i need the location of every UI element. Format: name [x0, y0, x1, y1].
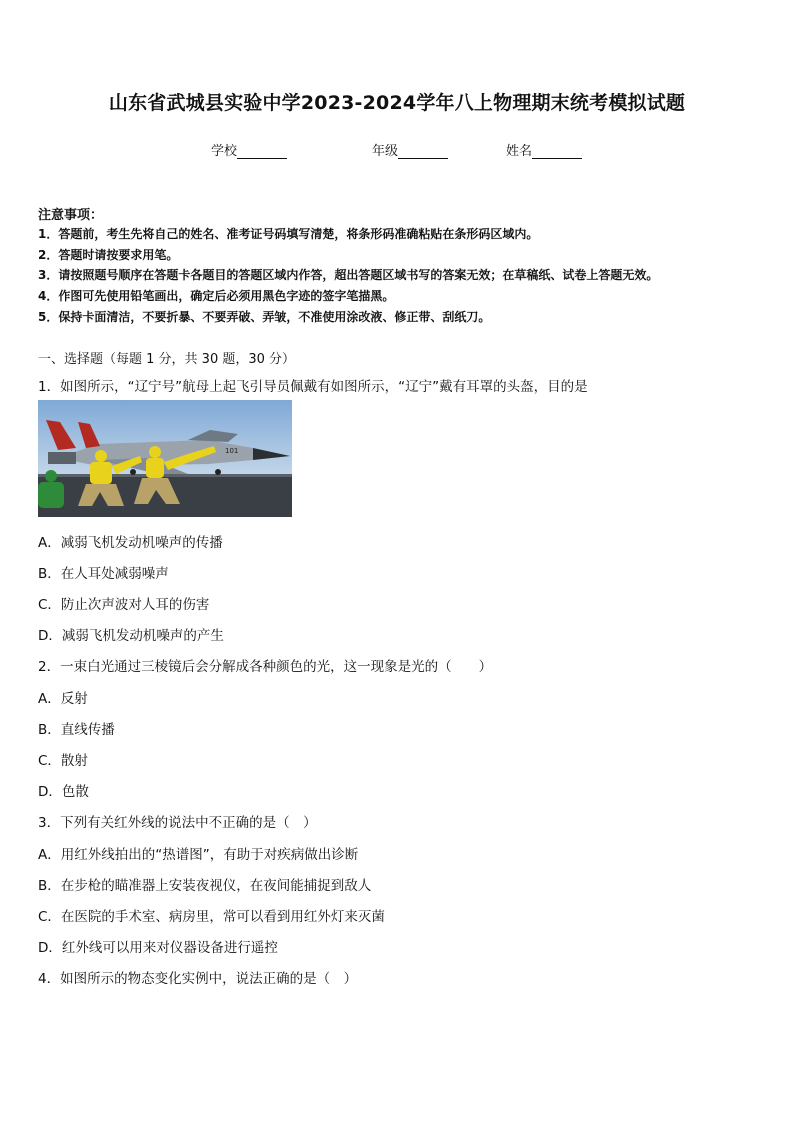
question-3-option-d[interactable]: D．红外线可以用来对仪器设备进行遥控	[38, 940, 278, 956]
school-blank[interactable]	[237, 145, 287, 159]
note-item: 5．保持卡面清洁，不要折暴、不要弄破、弄皱，不准使用涂改液、修正带、刮纸刀。	[38, 310, 491, 324]
question-2-option-c[interactable]: C．散射	[38, 753, 88, 769]
question-3-option-b[interactable]: B．在步枪的瞄准器上安装夜视仪，在夜间能捕捉到敌人	[38, 878, 372, 894]
question-2-stem: 2．一束白光通过三棱镜后会分解成各种颜色的光，这一现象是光的（ ）	[38, 659, 493, 675]
grade-blank[interactable]	[398, 145, 448, 159]
school-label: 学校	[211, 144, 238, 159]
carrier-jet-photo	[38, 400, 292, 517]
section-heading: 一、选择题（每题 1 分，共 30 题，30 分）	[38, 352, 296, 367]
notes-heading: 注意事项：	[38, 208, 104, 223]
note-item: 4．作图可先使用铅笔画出，确定后必须用黑色字迹的签字笔描黑。	[38, 289, 395, 303]
note-item: 3．请按照题号顺序在答题卡各题目的答题区域内作答，超出答题区域书写的答案无效；在草稿纸、试卷上答题无效。	[38, 268, 659, 282]
jet-number: 101	[225, 447, 239, 455]
grade-label: 年级	[372, 144, 399, 159]
name-blank[interactable]	[532, 145, 582, 159]
question-2-option-a[interactable]: A．反射	[38, 691, 88, 707]
question-3-option-c[interactable]: C．在医院的手术室、病房里，常可以看到用红外灯来灭菌	[38, 909, 385, 925]
note-item: 1．答题前，考生先将自己的姓名、准考证号码填写清楚，将条形码准确粘贴在条形码区域内。	[38, 227, 539, 241]
question-2-option-d[interactable]: D．色散	[38, 784, 89, 800]
question-1-option-a[interactable]: A．减弱飞机发动机噪声的传播	[38, 535, 223, 551]
question-1-option-b[interactable]: B．在人耳处减弱噪声	[38, 566, 169, 582]
question-3-option-a[interactable]: A．用红外线拍出的“热谱图”，有助于对疾病做出诊断	[38, 847, 359, 863]
question-1-option-d[interactable]: D．减弱飞机发动机噪声的产生	[38, 628, 224, 644]
question-4-stem: 4．如图所示的物态变化实例中，说法正确的是（ ）	[38, 971, 358, 987]
name-label: 姓名	[506, 144, 533, 159]
question-2-option-b[interactable]: B．直线传播	[38, 722, 115, 738]
question-1-stem: 1．如图所示，“辽宁号”航母上起飞引导员佩戴有如图所示，“辽宁”戴有耳罩的头盔，目的是	[38, 379, 588, 395]
name-field	[506, 140, 582, 159]
school-field	[211, 140, 287, 159]
grade-field	[372, 140, 448, 159]
note-item: 2．答题时请按要求用笔。	[38, 248, 179, 262]
question-3-stem: 3．下列有关红外线的说法中不正确的是（ ）	[38, 815, 317, 831]
question-1-option-c[interactable]: C．防止次声波对人耳的伤害	[38, 597, 210, 613]
page-title: 山东省武城县实验中学2023-2024学年八上物理期末统考模拟试题	[108, 92, 686, 114]
